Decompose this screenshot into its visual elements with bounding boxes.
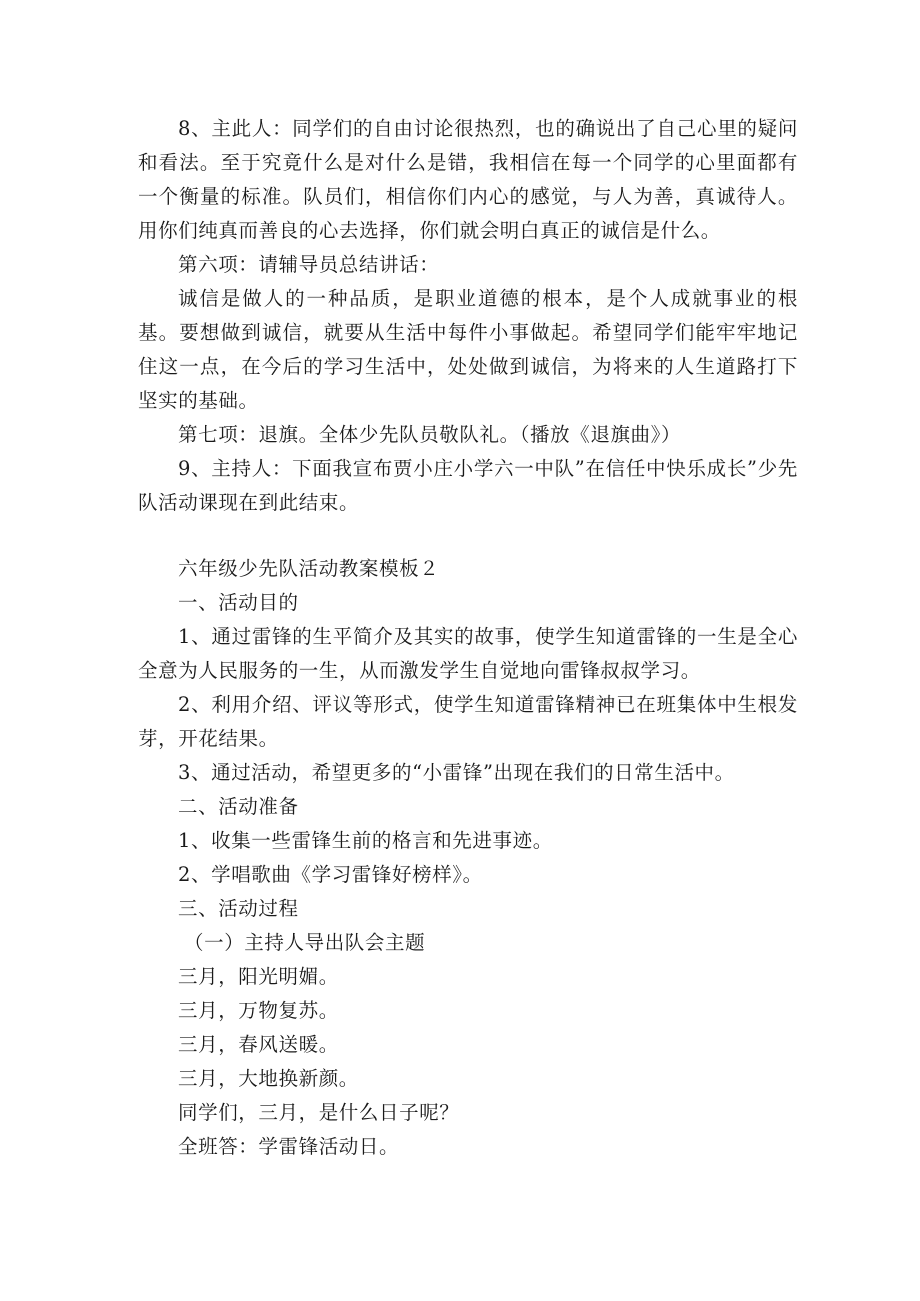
heading-process: 三、活动过程 xyxy=(178,897,299,920)
item-6-body: 诚信是做人的一种品质，是职业道德的根本，是个人成就事业的根基。要想做到诚信，就要从生活中每件小事做起。希望同学们能牢牢地记住这一点，在今后的学习生活中，处处做到诚信，为将来的人生道路打下坚实的基础。 xyxy=(138,287,798,412)
item-6-title: 第六项：请辅导员总结讲话： xyxy=(178,253,440,276)
line-5: 同学们，三月，是什么日子呢？ xyxy=(178,1101,460,1124)
heading-goals: 一、活动目的 xyxy=(178,591,299,614)
line-6: 全班答：学雷锋活动日。 xyxy=(178,1135,400,1158)
paragraph-host-8: 8、主此人：同学们的自由讨论很热烈，也的确说出了自己心里的疑问和看法。至于究竟什么是对什么是错，我相信在每一个同学的心里面都有一个衡量的标准。队员们，相信你们内心的感觉，与人为善，真诚待人。用你们纯真而善良的心去选择，你们就会明白真正的诚信是什么。 xyxy=(138,117,798,242)
section-title: 六年级少先队活动教案模板２ xyxy=(178,557,440,580)
prep-2: 2、学唱歌曲《学习雷锋好榜样》。 xyxy=(178,863,483,886)
heading-preparation: 二、活动准备 xyxy=(178,795,299,818)
paragraph-host-9: 9、主持人：下面我宣布贾小庄小学六一中队”在信任中快乐成长”少先队活动课现在到此结束。 xyxy=(138,457,798,514)
step-1: （一）主持人导出队会主题 xyxy=(184,931,426,954)
goal-1: 1、通过雷锋的生平简介及其实的故事，使学生知道雷锋的一生是全心全意为人民服务的一生，从而激发学生自觉地向雷锋叔叔学习。 xyxy=(138,625,798,682)
goal-3: 3、通过活动，希望更多的“小雷锋”出现在我们的日常生活中。 xyxy=(178,761,735,784)
prep-1: 1、收集一些雷锋生前的格言和先进事迹。 xyxy=(178,829,553,852)
section-gap xyxy=(138,520,798,552)
line-4: 三月，大地换新颜。 xyxy=(178,1067,359,1090)
line-2: 三月，万物复苏。 xyxy=(178,999,339,1022)
goal-2: 2、利用介绍、评议等形式，使学生知道雷锋精神已在班集体中生根发芽，开花结果。 xyxy=(138,693,798,750)
item-7: 第七项：退旗。全体少先队员敬队礼。（播放《退旗曲》） xyxy=(178,423,682,446)
document-page xyxy=(138,112,798,1164)
line-3: 三月，春风送暖。 xyxy=(178,1033,339,1056)
line-1: 三月，阳光明媚。 xyxy=(178,965,339,988)
